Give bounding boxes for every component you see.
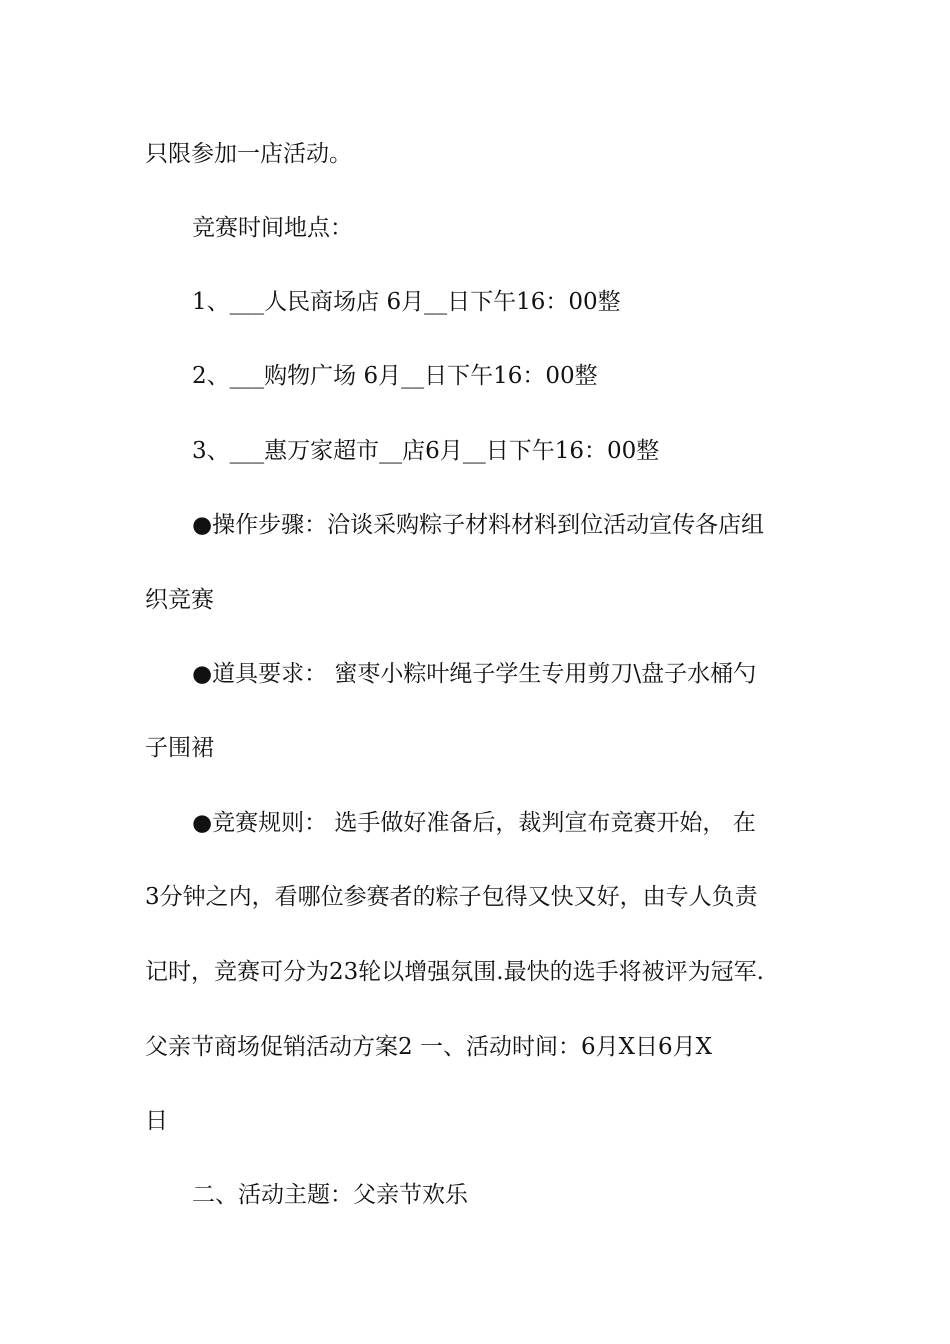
paragraph-line: 织竞赛 <box>145 587 214 613</box>
paragraph-line: 3分钟之内，看哪位参赛者的粽子包得又快又好，由专人负责 <box>145 884 758 910</box>
list-item: 3、___惠万家超市__店6月__日下午16：00整 <box>192 438 660 464</box>
paragraph-line: 子围裙 <box>145 735 214 761</box>
bullet-paragraph: ●竞赛规则： 选手做好准备后，裁判宣布竞赛开始， 在 <box>192 810 756 836</box>
paragraph-line: 日 <box>145 1108 168 1134</box>
bullet-paragraph: ●道具要求： 蜜枣小粽叶绳子学生专用剪刀\盘子水桶勺 <box>192 661 757 687</box>
section-heading: 竞赛时间地点： <box>192 215 353 241</box>
paragraph-line: 父亲节商场促销活动方案2 一、活动时间：6月X日6月X <box>145 1034 712 1060</box>
list-item: 2、___购物广场 6月__日下午16：00整 <box>192 363 598 389</box>
paragraph-line: 记时，竞赛可分为23轮以增强氛围.最快的选手将被评为冠军. <box>145 959 764 985</box>
paragraph-line: 只限参加一店活动。 <box>145 141 352 167</box>
bullet-paragraph: ●操作步骤：洽谈采购粽子材料材料到位活动宣传各店组 <box>192 512 765 538</box>
list-item: 1、___人民商场店 6月__日下午16：00整 <box>192 289 621 315</box>
section-heading: 二、活动主题：父亲节欢乐 <box>192 1182 468 1208</box>
